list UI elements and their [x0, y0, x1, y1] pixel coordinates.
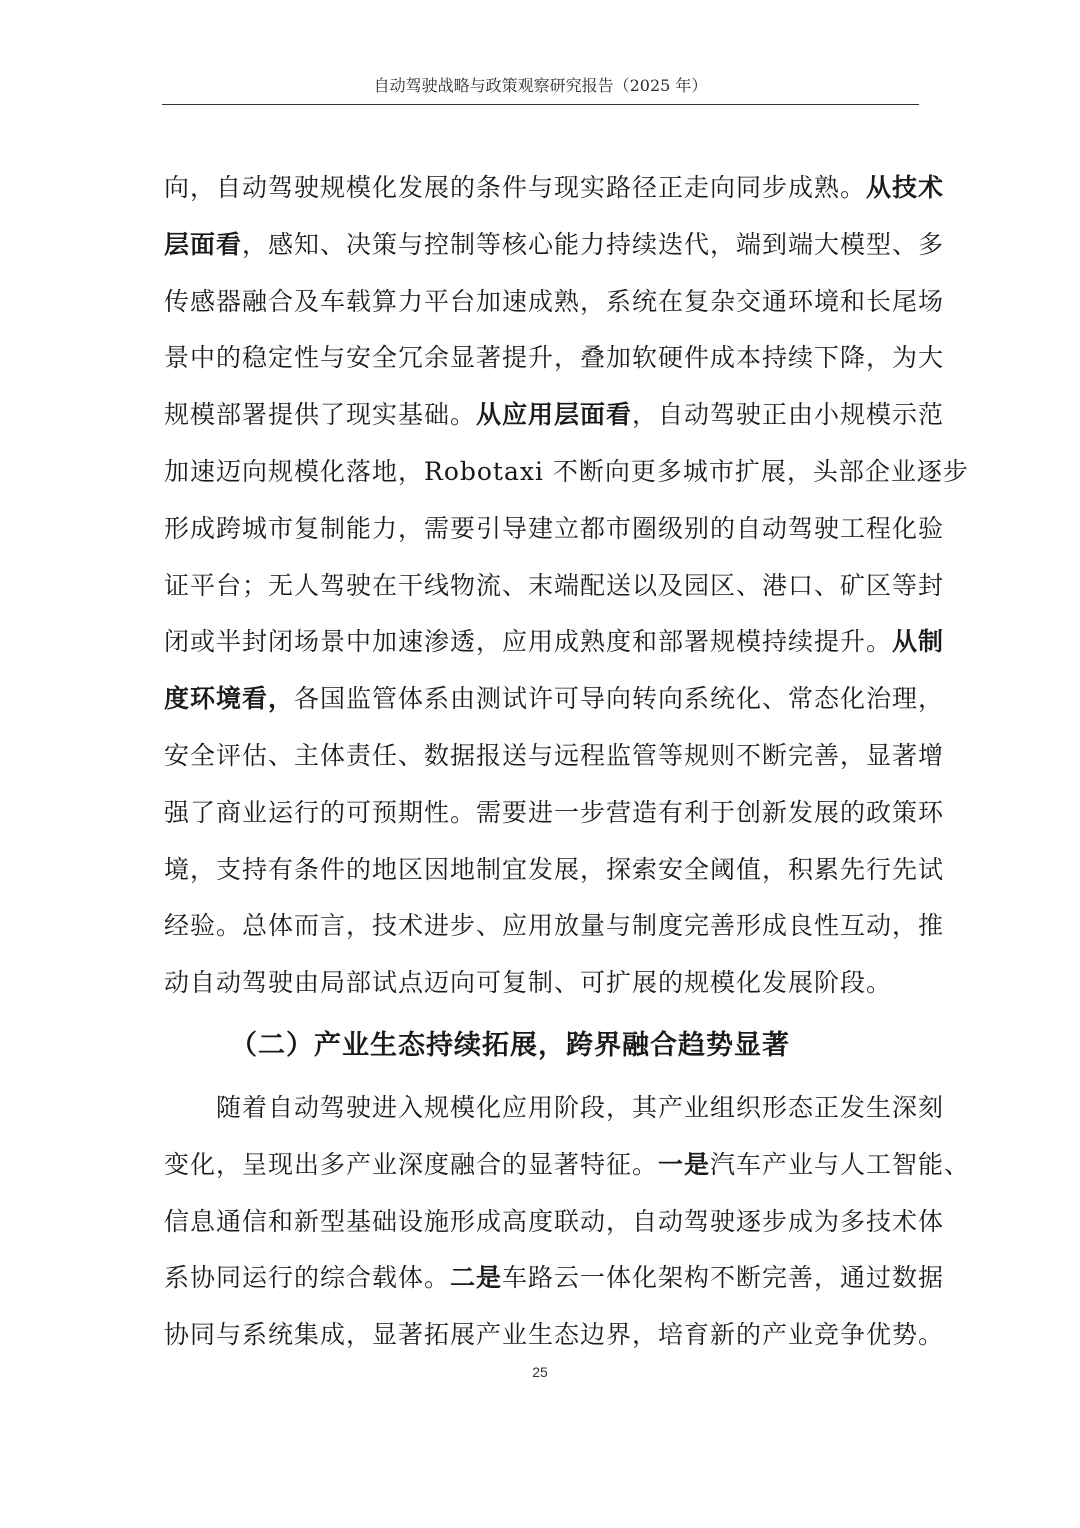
paragraph-line	[164, 785, 945, 842]
text-span: 系协同运行的综合载体。	[164, 1263, 451, 1293]
header-divider	[162, 104, 919, 105]
text-span: 强了商业运行的可预期性。需要进一步营造有利于创新发展的政策环	[164, 797, 945, 827]
text-span: 汽车产业与人工智能、	[710, 1149, 971, 1179]
text-span: 证平台；无人驾驶在干线物流、末端配送以及园区、港口、矿区等封	[164, 570, 945, 600]
paragraph-line	[164, 1194, 945, 1251]
text-span: 景中的稳定性与安全冗余显著提升，叠加软硬件成本持续下降，为大	[164, 343, 945, 373]
text-span: 加速迈向规模化落地，Robotaxi 不断向更多城市扩展，头部企业逐步	[164, 456, 969, 486]
bold-text-span: 从应用层面看	[476, 400, 633, 430]
paragraph-line	[164, 387, 945, 444]
text-span: 车路云一体化架构不断完善，通过数据	[502, 1263, 945, 1293]
bold-text-span: 层面看	[164, 229, 243, 259]
paragraph-line	[164, 558, 945, 615]
paragraph-line	[164, 160, 945, 217]
text-span: 规模部署提供了现实基础。	[164, 400, 477, 430]
page-body	[164, 160, 971, 1364]
bold-text-span: 度环境看，	[164, 684, 295, 714]
text-span: 各国监管体系由测试许可导向转向系统化、常态化治理，	[294, 684, 945, 714]
paragraph-line	[164, 501, 945, 558]
bold-text-span: 二是	[450, 1263, 503, 1293]
paragraph-line	[164, 1137, 971, 1194]
text-span: 随着自动驾驶进入规模化应用阶段，其产业组织形态正发生深刻	[216, 1092, 945, 1122]
paragraph-line	[164, 614, 945, 671]
text-span: ，感知、决策与控制等核心能力持续迭代，端到端大模型、多	[242, 229, 945, 259]
bold-text-span: 一是	[658, 1149, 711, 1179]
section-heading: （二）产业生态持续拓展，跨界融合趋势显著	[230, 1029, 790, 1061]
paragraph-line	[164, 1250, 945, 1307]
paragraph-line	[164, 330, 945, 387]
paragraph-line	[164, 274, 945, 331]
text-span: 经验。总体而言，技术进步、应用放量与制度完善形成良性互动，推	[164, 911, 945, 941]
text-span: 闭或半封闭场景中加速渗透，应用成熟度和部署规模持续提升。	[164, 627, 893, 657]
text-span: 协同与系统集成，显著拓展产业生态边界，培育新的产业竞争优势。	[164, 1320, 945, 1350]
text-span: 安全评估、主体责任、数据报送与远程监管等规则不断完善，显著增	[164, 740, 945, 770]
text-span: 形成跨城市复制能力，需要引导建立都市圈级别的自动驾驶工程化验	[164, 513, 945, 543]
paragraph-line	[164, 842, 945, 899]
paragraph-line	[164, 898, 945, 955]
bold-text-span: 从技术	[866, 173, 945, 202]
paragraph-line	[164, 444, 969, 501]
text-span: 信息通信和新型基础设施形成高度联动，自动驾驶逐步成为多技术体	[164, 1206, 945, 1236]
paragraph-line	[164, 728, 945, 785]
page-number: 25	[532, 1364, 548, 1380]
text-span: 动自动驾驶由局部试点迈向可复制、可扩展的规模化发展阶段。	[164, 968, 893, 998]
text-span: 向，自动驾驶规模化发展的条件与现实路径正走向同步成熟。	[164, 173, 867, 202]
paragraph-line	[164, 955, 917, 1012]
paragraph-line	[164, 1307, 945, 1364]
text-span: 传感器融合及车载算力平台加速成熟，系统在复杂交通环境和长尾场	[164, 286, 945, 316]
paragraph-line	[164, 1080, 945, 1137]
text-span: 境，支持有条件的地区因地制宜发展，探索安全阈值，积累先行先试	[164, 854, 945, 884]
page-header-title: 自动驾驶战略与政策观察研究报告（2025 年）	[373, 76, 708, 95]
text-span: ，自动驾驶正由小规模示范	[632, 400, 945, 430]
bold-text-span: 从制	[892, 627, 945, 657]
paragraph-line	[164, 217, 945, 274]
text-span: 变化，呈现出多产业深度融合的显著特征。	[164, 1149, 659, 1179]
paragraph-line	[164, 671, 945, 728]
